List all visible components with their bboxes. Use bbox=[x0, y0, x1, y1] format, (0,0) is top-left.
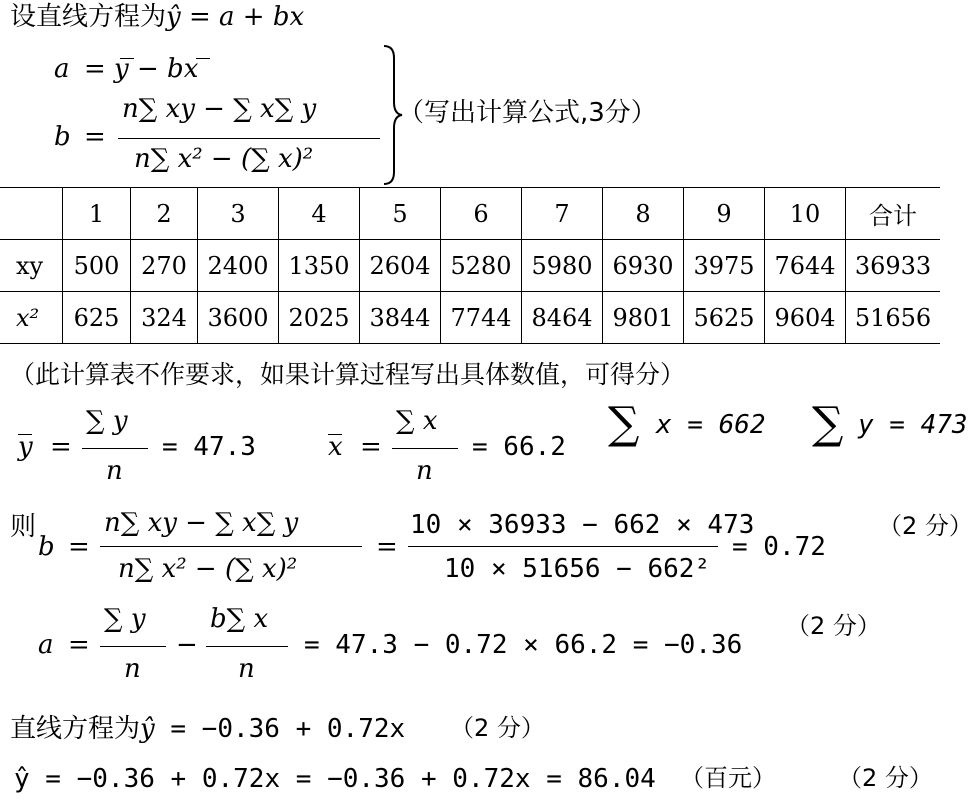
table-cell: 7744 bbox=[441, 292, 522, 344]
b-calc-points: （2 分） bbox=[878, 512, 973, 540]
line-eq-points: （2 分） bbox=[450, 714, 545, 742]
b-calc-lhs: b bbox=[38, 532, 55, 562]
table-cell: 3844 bbox=[360, 292, 441, 344]
intro-line bbox=[10, 4, 304, 30]
a-calc-result: = 47.3 − 0.72 × 66.2 = −0.36 bbox=[304, 630, 743, 660]
line-eq-prefix: 直线方程为 bbox=[10, 714, 141, 744]
formula-b-fraction-line bbox=[118, 138, 380, 139]
table-row bbox=[0, 240, 940, 292]
table-cell: 3975 bbox=[684, 240, 765, 292]
line-eq-rhs: = −0.36 + 0.72x bbox=[154, 714, 406, 744]
intro-prefix: 设直线方程为 bbox=[10, 2, 167, 32]
xbar-lhs: x bbox=[328, 432, 343, 462]
formula-b-numerator: n∑ xy − ∑ x∑ y bbox=[122, 94, 317, 124]
line-eq bbox=[10, 716, 405, 742]
formula-a-lhs: a bbox=[54, 54, 70, 84]
sigma-icon: ∑ bbox=[812, 398, 844, 449]
table-header-cell: 5 bbox=[360, 188, 441, 240]
a-calc-fraction-line2 bbox=[206, 646, 288, 647]
xbar-fraction-line bbox=[392, 448, 458, 449]
ybar-lhs: y bbox=[18, 432, 33, 462]
table-header-cell: 9 bbox=[684, 188, 765, 240]
table-row-label: xy bbox=[0, 240, 63, 292]
b-calc-numerator2: 10 × 36933 − 662 × 473 bbox=[410, 510, 755, 540]
ybar-fraction-line bbox=[82, 448, 148, 449]
table-note: （此计算表不作要求，如果计算过程写出具体数值，可得分） bbox=[10, 360, 686, 389]
table-row bbox=[0, 292, 940, 344]
table-header-cell bbox=[0, 188, 63, 240]
table-header-cell: 3 bbox=[198, 188, 279, 240]
formula-b-lhs: b bbox=[54, 122, 71, 152]
table-header-cell: 8 bbox=[603, 188, 684, 240]
table-cell: 9801 bbox=[603, 292, 684, 344]
table-cell: 5980 bbox=[522, 240, 603, 292]
table-row-label: x² bbox=[0, 292, 63, 344]
sum-x: x = 662 bbox=[656, 410, 766, 440]
table-cell: 6930 bbox=[603, 240, 684, 292]
sigma-icon: ∑ bbox=[608, 398, 640, 449]
table-cell: 5280 bbox=[441, 240, 522, 292]
calc-table bbox=[0, 187, 940, 344]
formula-b-eq: = bbox=[84, 122, 106, 152]
b-calc-eq2: = bbox=[376, 532, 398, 562]
table-header-cell: 1 bbox=[63, 188, 131, 240]
table-header-cell: 7 bbox=[522, 188, 603, 240]
table-cell: 8464 bbox=[522, 292, 603, 344]
formula-b-denominator: n∑ x² − (∑ x)² bbox=[134, 144, 314, 174]
xbar-denominator: n bbox=[416, 456, 433, 486]
b-calc-denominator2: 10 × 51656 − 662² bbox=[444, 554, 711, 584]
b-calc-fraction-line2 bbox=[408, 546, 718, 547]
ybar-value: = 47.3 bbox=[162, 432, 256, 462]
a-calc-points: （2 分） bbox=[786, 612, 881, 640]
ybar-numerator: ∑ y bbox=[86, 406, 128, 436]
table-header-cell: 6 bbox=[441, 188, 522, 240]
xbar-overline bbox=[328, 434, 342, 435]
table-cell: 7644 bbox=[765, 240, 846, 292]
table-cell: 51656 bbox=[846, 292, 941, 344]
b-calc-result: = 0.72 bbox=[732, 532, 826, 562]
intro-rhs: = a + bx bbox=[180, 2, 305, 32]
table-header-cell: 2 bbox=[131, 188, 198, 240]
table-cell: 500 bbox=[63, 240, 131, 292]
a-calc-denominator2: n bbox=[238, 654, 255, 684]
a-calc-minus: − bbox=[176, 630, 198, 660]
table-header-row bbox=[0, 188, 940, 240]
a-calc-denominator1: n bbox=[124, 654, 141, 684]
table-cell: 2400 bbox=[198, 240, 279, 292]
ybar-eq: = bbox=[50, 432, 72, 462]
ybar-overline-a bbox=[120, 58, 134, 59]
table-cell: 9604 bbox=[765, 292, 846, 344]
ybar-denominator: n bbox=[106, 456, 123, 486]
final-eq: ŷ = −0.36 + 0.72x = −0.36 + 0.72x = 86.04 bbox=[14, 764, 656, 794]
a-calc-fraction-line1 bbox=[100, 646, 166, 647]
b-calc-numerator: n∑ xy − ∑ x∑ y bbox=[104, 508, 299, 538]
table-header-cell: 4 bbox=[279, 188, 360, 240]
formula-a-rhs: = y − bx bbox=[84, 54, 199, 84]
xbar-numerator: ∑ x bbox=[396, 406, 438, 436]
table-cell: 625 bbox=[63, 292, 131, 344]
b-calc-denominator: n∑ x² − (∑ x)² bbox=[118, 554, 298, 584]
xbar-value: = 66.2 bbox=[472, 432, 566, 462]
xbar-overline-a bbox=[196, 58, 210, 59]
table-cell: 5625 bbox=[684, 292, 765, 344]
xbar-eq: = bbox=[360, 432, 382, 462]
b-calc-fraction-line bbox=[100, 546, 362, 547]
final-unit: （百元） bbox=[680, 764, 776, 792]
ybar-overline bbox=[18, 434, 32, 435]
table-cell: 3600 bbox=[198, 292, 279, 344]
a-calc-numerator2: b∑ x bbox=[210, 604, 269, 634]
table-cell: 1350 bbox=[279, 240, 360, 292]
table-cell: 270 bbox=[131, 240, 198, 292]
a-calc-eq: = bbox=[68, 630, 90, 660]
final-points: （2 分） bbox=[838, 764, 933, 792]
formula-note: （写出计算公式,3分） bbox=[398, 98, 657, 128]
intro-lhs: ŷ bbox=[166, 2, 181, 32]
a-calc-numerator1: ∑ y bbox=[104, 604, 146, 634]
table-cell: 2025 bbox=[279, 292, 360, 344]
line-eq-lhs: ŷ bbox=[140, 714, 155, 744]
table-cell: 36933 bbox=[846, 240, 941, 292]
table-header-cell: 合计 bbox=[846, 188, 941, 240]
sum-y: y = 473 bbox=[858, 410, 968, 440]
table-cell: 2604 bbox=[360, 240, 441, 292]
b-calc-eq: = bbox=[68, 532, 90, 562]
table-header-cell: 10 bbox=[765, 188, 846, 240]
a-calc-lhs: a bbox=[38, 630, 54, 660]
table-cell: 324 bbox=[131, 292, 198, 344]
b-calc-prefix: 则 bbox=[10, 512, 37, 542]
